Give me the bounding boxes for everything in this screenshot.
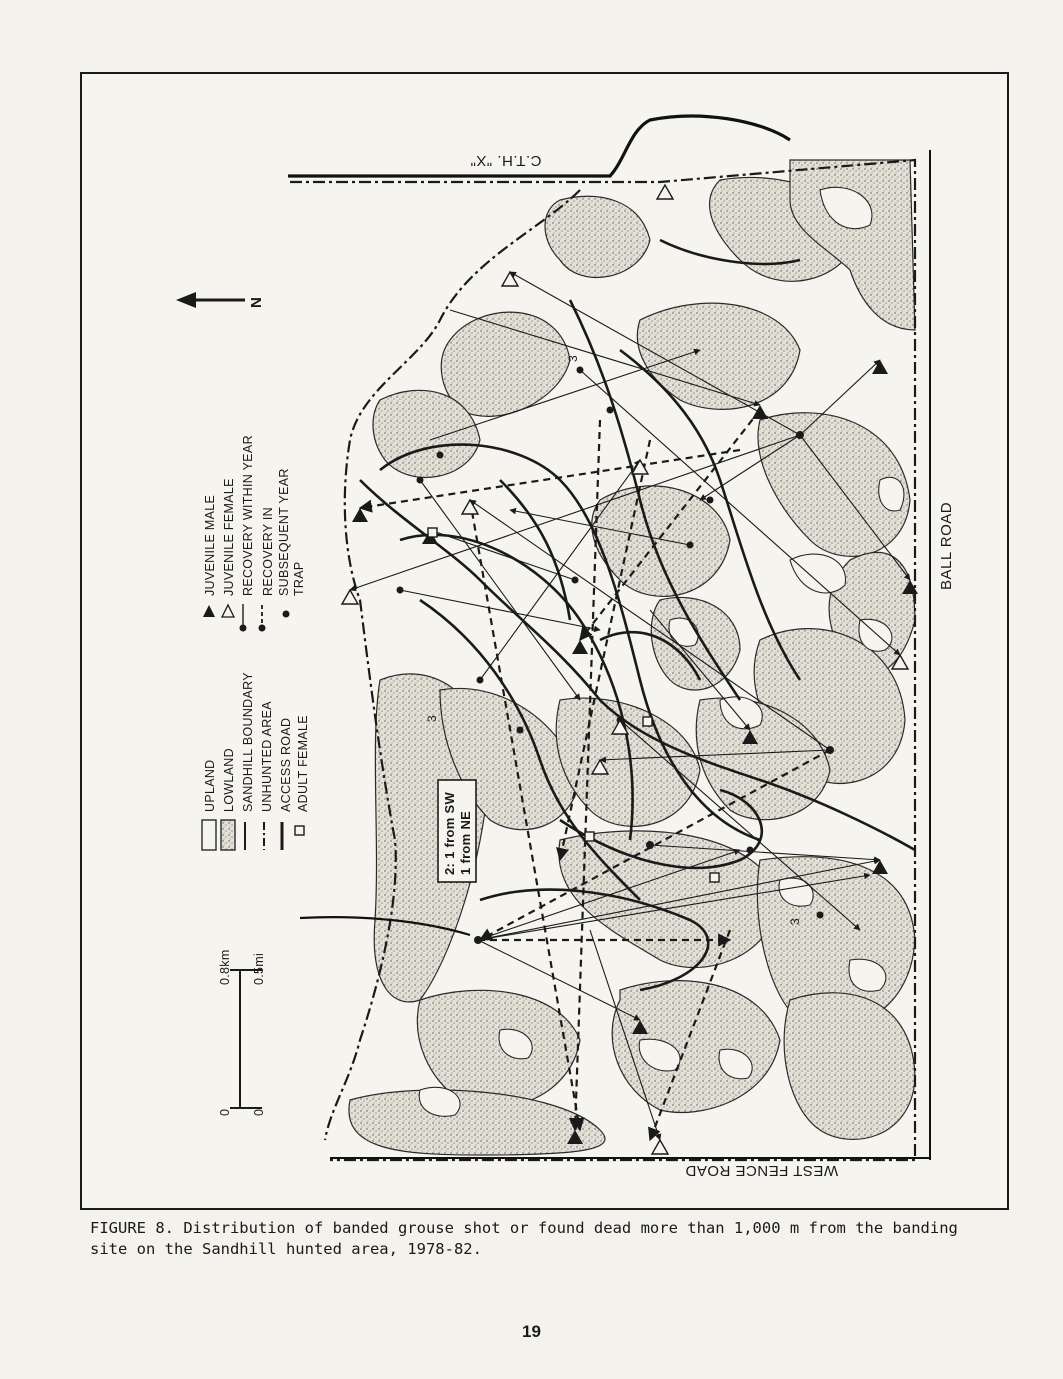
legend-sandhill-boundary: SANDHILL BOUNDARY [241, 672, 255, 812]
north-label: N [248, 296, 265, 308]
legend-adult-female: ADULT FEMALE [296, 715, 310, 812]
legend-recovery-subsequent-year: RECOVERY IN SUBSEQUENT YEAR [261, 468, 291, 596]
ball-road-label: BALL ROAD [938, 501, 955, 590]
page-number: 19 [522, 1322, 541, 1341]
west-fence-road-label: WEST FENCE ROAD [685, 1162, 839, 1179]
count-label: 3 [566, 355, 580, 362]
cth-x-label: C.T.H. "X" [470, 152, 542, 169]
lowland-areas [349, 160, 915, 1155]
scale-zero-mi: 0 [252, 1108, 266, 1116]
count-label: 3 [425, 715, 439, 722]
figure-caption: FIGURE 8. Distribution of banded grouse shot or found dead more than 1,000 m from the banding site on the Sandhill hunted area, 1978-82. [90, 1219, 958, 1258]
scale-zero-km: 0 [218, 1108, 232, 1116]
scale-mi: 0.5mi [252, 952, 266, 985]
legend-juvenile-male: JUVENILE MALE [203, 494, 217, 596]
legend-trap: TRAP [292, 561, 306, 596]
legend-access-road: ACCESS ROAD [279, 717, 293, 812]
legend-lowland: LOWLAND [222, 748, 236, 812]
legend-juvenile-female: JUVENILE FEMALE [222, 478, 236, 596]
annotation-line-1: 2: 1 from SW [442, 791, 457, 875]
north-arrow-icon [176, 292, 245, 308]
legend-recovery-within-year: RECOVERY WITHIN YEAR [241, 435, 255, 596]
legend-unhunted-area: UNHUNTED AREA [260, 701, 274, 812]
count-label: 3 [788, 918, 802, 925]
scale-bar [230, 970, 262, 1108]
annotation-line-2: 1 from NE [458, 810, 473, 875]
scale-km: 0.8km [218, 949, 232, 985]
legend-upland: UPLAND [203, 759, 217, 812]
